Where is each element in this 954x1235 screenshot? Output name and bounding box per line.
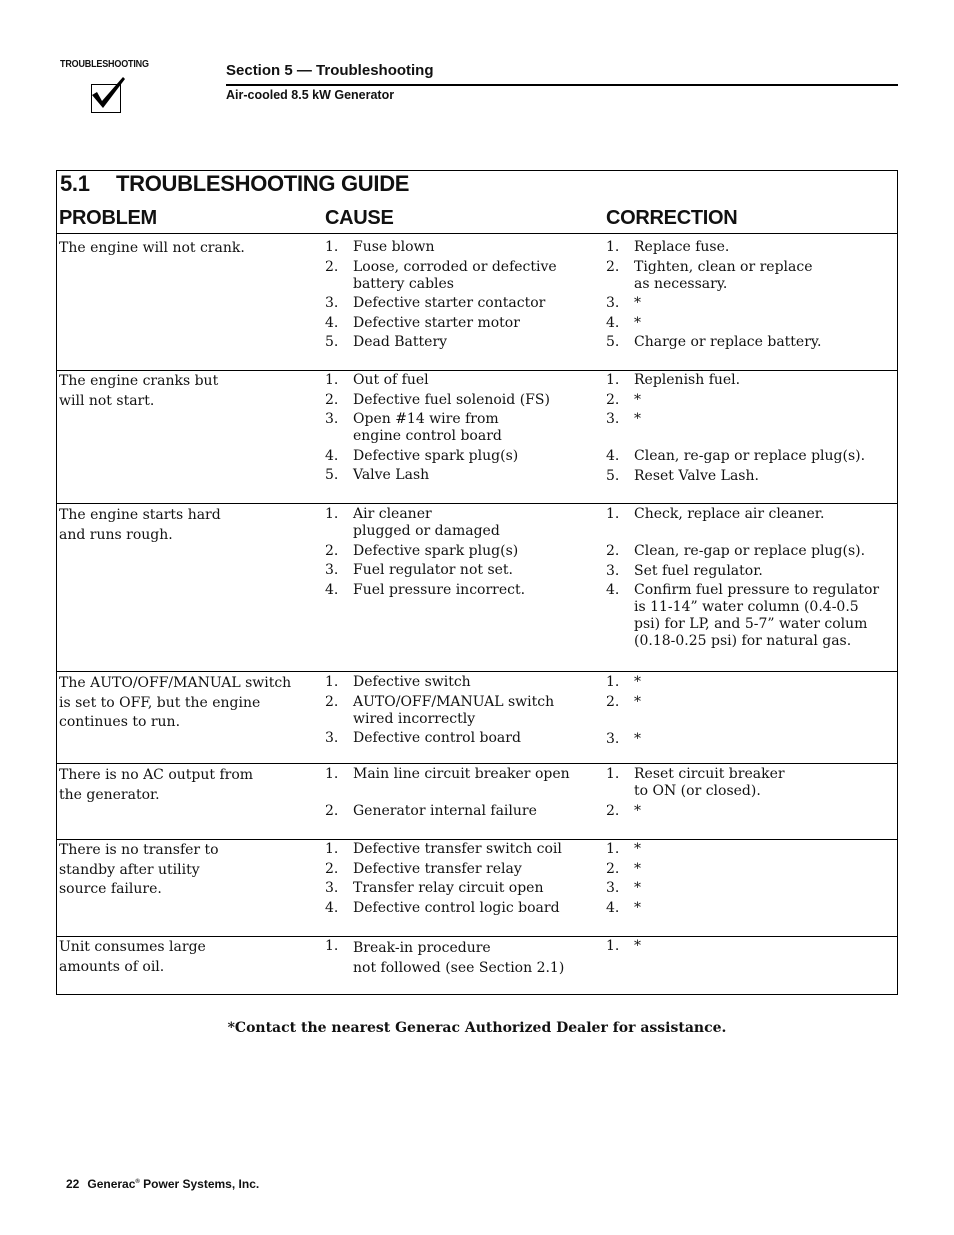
item-text-line: Defective starter contactor — [353, 295, 546, 311]
item-text-line: Charge or replace battery. — [634, 334, 822, 350]
item-number: 3. — [606, 295, 620, 311]
item-text-line: Defective transfer switch coil — [353, 841, 562, 857]
item-number: 4. — [606, 314, 620, 331]
column-header-problem: PROBLEM — [59, 207, 157, 229]
item-text-line: * — [634, 730, 641, 747]
item-text-line: Replace fuse. — [634, 239, 730, 255]
checkbox-checkmark-icon — [91, 84, 121, 113]
item-text — [353, 411, 585, 445]
item-text-line: * — [634, 802, 641, 819]
item-text-line: Fuel pressure incorrect. — [353, 581, 526, 598]
item-number: 1. — [325, 841, 339, 857]
problem-cell — [59, 506, 309, 545]
item-number: 5. — [325, 334, 339, 350]
item-text-line: * — [634, 674, 641, 690]
correction-item — [606, 468, 896, 485]
item-number: 1. — [606, 766, 620, 782]
cause-item — [325, 562, 585, 579]
item-text-line: Check, replace air cleaner. — [634, 506, 825, 522]
problem-text: is set to OFF, but the engine — [59, 694, 261, 711]
correction-list — [606, 372, 896, 487]
item-text — [634, 543, 896, 560]
problem-cell — [59, 841, 309, 900]
item-text-line: Tighten, clean or replace — [634, 258, 813, 275]
item-text — [634, 841, 896, 858]
troubleshooting-guide-table — [56, 170, 898, 995]
item-text — [634, 315, 896, 332]
cause-item — [325, 803, 585, 820]
cause-item — [325, 315, 585, 332]
item-text-line: * — [634, 938, 641, 954]
cause-list — [325, 372, 585, 487]
item-text — [353, 803, 585, 820]
item-number: 4. — [325, 314, 339, 331]
correction-item — [606, 674, 896, 691]
item-text-line: Defective switch — [353, 674, 471, 690]
item-text-line: Defective starter motor — [353, 314, 520, 331]
problem-text: The engine cranks but — [59, 373, 219, 389]
item-text — [353, 730, 585, 747]
item-text — [634, 334, 896, 351]
item-number: 1. — [606, 841, 620, 857]
problem-text: amounts of oil. — [59, 958, 165, 975]
item-text-line: Clean, re-gap or replace plug(s). — [634, 448, 866, 464]
item-text-line: Defective control board — [353, 730, 521, 746]
correction-item — [606, 259, 896, 293]
item-number: 2. — [325, 860, 339, 877]
cause-item — [325, 467, 585, 484]
correction-list — [606, 841, 896, 919]
cause-item — [325, 841, 585, 858]
item-text-line: Air cleaner — [353, 506, 432, 522]
cause-list — [325, 674, 585, 750]
item-text-line: Defective spark plug(s) — [353, 447, 519, 464]
cause-item — [325, 239, 585, 256]
correction-item — [606, 239, 896, 256]
item-number: 4. — [325, 899, 339, 916]
item-text — [353, 582, 585, 599]
correction-item — [606, 938, 896, 955]
item-text-line: * — [634, 391, 641, 408]
item-text-line: Replenish fuel. — [634, 372, 741, 388]
item-text-line: * — [634, 295, 641, 311]
item-text — [353, 506, 585, 540]
item-text — [353, 392, 585, 409]
footnote: *Contact the nearest Generac Authorized Dealer for assistance. — [227, 1020, 727, 1036]
row-divider — [57, 763, 897, 764]
cause-item — [325, 861, 585, 878]
item-number: 4. — [606, 899, 620, 916]
registered-mark: ® — [135, 1179, 140, 1185]
item-text-line: as necessary. — [634, 275, 728, 292]
row-divider — [57, 839, 897, 840]
cause-item — [325, 900, 585, 917]
correction-item — [606, 841, 896, 858]
item-number: 5. — [606, 467, 620, 484]
correction-list — [606, 239, 896, 354]
item-text — [634, 861, 896, 878]
item-number: 2. — [606, 258, 620, 275]
item-number: 2. — [325, 391, 339, 408]
row-divider — [57, 671, 897, 672]
correction-item — [606, 563, 896, 580]
item-text-line: * — [634, 314, 641, 331]
problem-text: will not start. — [59, 392, 155, 409]
item-text-line: Break-in procedure — [353, 940, 491, 956]
item-text — [634, 372, 896, 389]
item-number: 1. — [606, 239, 620, 255]
item-text — [634, 674, 896, 691]
problem-text: and runs rough. — [59, 526, 173, 543]
correction-list — [606, 766, 896, 822]
item-text-line: Confirm fuel pressure to regulator — [634, 582, 880, 598]
row-divider — [57, 936, 897, 937]
item-text-line: * — [634, 860, 641, 877]
row-divider — [57, 370, 897, 371]
item-text — [353, 295, 585, 312]
item-number: 2. — [606, 860, 620, 877]
cause-item — [325, 880, 585, 897]
item-number: 4. — [606, 448, 620, 464]
cause-item — [325, 694, 585, 728]
cause-item — [325, 766, 585, 783]
problem-text: continues to run. — [59, 714, 181, 730]
item-text — [353, 543, 585, 560]
correction-item — [606, 411, 896, 428]
company-suffix: Power Systems, Inc. — [139, 1177, 260, 1191]
item-text-line: Clean, re-gap or replace plug(s). — [634, 543, 866, 559]
item-text-line: Defective control logic board — [353, 899, 560, 916]
item-number: 4. — [606, 582, 620, 598]
problem-cell — [59, 938, 309, 977]
item-text-line: wired incorrectly — [353, 710, 476, 727]
item-text-line: Set fuel regulator. — [634, 562, 763, 579]
problem-text: Unit consumes large — [59, 939, 206, 955]
item-text-line: Transfer relay circuit open — [353, 880, 544, 896]
correction-item — [606, 582, 896, 650]
item-text — [353, 900, 585, 917]
correction-item — [606, 880, 896, 897]
cause-item — [325, 259, 585, 293]
item-text — [634, 468, 896, 485]
correction-item — [606, 448, 896, 465]
item-text-line: to ON (or closed). — [634, 783, 761, 799]
item-number: 3. — [606, 562, 620, 579]
item-number: 3. — [325, 730, 339, 746]
item-text — [634, 694, 896, 711]
tab-label: TROUBLESHOOTING — [60, 59, 149, 70]
item-number: 3. — [606, 411, 620, 427]
item-text — [353, 694, 585, 728]
item-number: 3. — [606, 730, 620, 747]
item-number: 2. — [325, 803, 339, 819]
correction-item — [606, 543, 896, 560]
cause-item — [325, 674, 585, 691]
guide-title-text: TROUBLESHOOTING GUIDE — [116, 171, 410, 196]
problem-text: the generator. — [59, 786, 160, 803]
row-divider — [57, 233, 897, 234]
item-text-line: Defective spark plug(s) — [353, 542, 519, 559]
correction-item — [606, 731, 896, 748]
cause-item — [325, 506, 585, 540]
section-subtitle: Air-cooled 8.5 kW Generator — [226, 88, 395, 102]
item-text — [353, 674, 585, 691]
item-text-line: not followed (see Section 2.1) — [353, 960, 565, 976]
problem-cell — [59, 766, 309, 805]
item-text-line: battery cables — [353, 275, 454, 292]
item-text — [634, 900, 896, 917]
item-text — [353, 880, 585, 897]
item-text — [353, 766, 585, 783]
cause-item — [325, 543, 585, 560]
item-text — [353, 841, 585, 858]
item-text — [634, 392, 896, 409]
item-text — [353, 467, 585, 484]
item-number: 3. — [325, 562, 339, 578]
item-number: 1. — [325, 372, 339, 388]
item-number: 3. — [325, 411, 339, 427]
item-text-line: * — [634, 411, 641, 427]
correction-list — [606, 674, 896, 750]
item-text-line: Defective transfer relay — [353, 860, 522, 877]
problem-text: The engine will not crank. — [59, 240, 245, 256]
cause-item — [325, 334, 585, 351]
item-text — [353, 239, 585, 256]
item-number: 2. — [606, 802, 620, 819]
item-text — [353, 259, 585, 293]
correction-item — [606, 392, 896, 409]
item-text-line: Reset circuit breaker — [634, 766, 785, 782]
item-text — [634, 563, 896, 580]
item-text-line: Out of fuel — [353, 372, 429, 388]
cause-item — [325, 582, 585, 599]
item-text — [634, 448, 896, 465]
correction-item — [606, 506, 896, 523]
item-text-line: * — [634, 693, 641, 710]
item-text — [634, 938, 896, 955]
problem-text: The engine starts hard — [59, 507, 221, 523]
cause-item — [325, 392, 585, 409]
item-number: 1. — [606, 372, 620, 388]
item-text — [353, 372, 585, 389]
item-number: 4. — [325, 447, 339, 464]
problem-cell — [59, 372, 309, 411]
item-text — [634, 582, 896, 650]
checkmark-icon — [90, 75, 130, 115]
item-text — [353, 448, 585, 465]
cause-item — [325, 938, 585, 978]
item-text — [353, 562, 585, 579]
problem-text: There is no transfer to — [59, 842, 219, 858]
item-text — [634, 239, 896, 256]
item-text-line: * — [634, 841, 641, 857]
item-number: 5. — [325, 467, 339, 483]
item-number: 1. — [325, 938, 339, 954]
cause-item — [325, 372, 585, 389]
cause-item — [325, 295, 585, 312]
item-text-line: Defective fuel solenoid (FS) — [353, 391, 550, 408]
guide-title — [60, 171, 409, 197]
guide-number: 5.1 — [60, 171, 90, 196]
correction-list — [606, 506, 896, 653]
correction-list — [606, 938, 896, 958]
item-text-line: engine control board — [353, 428, 502, 444]
item-number: 3. — [325, 295, 339, 311]
item-text-line: Generator internal failure — [353, 803, 537, 819]
column-header-cause: CAUSE — [325, 207, 394, 229]
cause-list — [325, 938, 585, 981]
cause-list — [325, 766, 585, 823]
item-text-line: plugged or damaged — [353, 523, 500, 539]
item-text — [634, 766, 896, 800]
item-number: 5. — [606, 334, 620, 350]
item-number: 1. — [325, 766, 339, 782]
item-number: 3. — [325, 880, 339, 896]
item-text-line: * — [634, 899, 641, 916]
item-number: 2. — [606, 693, 620, 710]
item-number: 2. — [325, 258, 339, 275]
item-text — [634, 259, 896, 293]
item-text-line: psi) for LP, and 5-7” water colum — [634, 616, 868, 632]
item-number: 3. — [606, 880, 620, 896]
item-text — [353, 938, 585, 978]
item-text-line: AUTO/OFF/MANUAL switch — [353, 693, 555, 710]
correction-item — [606, 803, 896, 820]
item-number: 2. — [606, 391, 620, 408]
item-text-line: Valve Lash — [353, 467, 430, 483]
item-text — [353, 861, 585, 878]
item-number: 1. — [325, 674, 339, 690]
item-number: 2. — [325, 693, 339, 710]
page-footer — [66, 1177, 259, 1191]
problem-cell — [59, 239, 309, 259]
item-number: 1. — [606, 938, 620, 954]
item-text — [353, 315, 585, 332]
page-number: 22 — [66, 1177, 80, 1191]
item-text — [634, 731, 896, 748]
cause-item — [325, 448, 585, 465]
item-number: 2. — [606, 543, 620, 559]
item-text — [634, 506, 896, 523]
cause-list — [325, 239, 585, 354]
correction-item — [606, 766, 896, 800]
item-number: 1. — [606, 674, 620, 690]
correction-item — [606, 372, 896, 389]
item-text-line: Reset Valve Lash. — [634, 467, 759, 484]
cause-item — [325, 730, 585, 747]
header-rule — [226, 84, 898, 86]
problem-cell — [59, 674, 309, 733]
item-text-line: is 11-14” water column (0.4-0.5 — [634, 599, 859, 615]
item-text — [634, 880, 896, 897]
item-number: 4. — [325, 581, 339, 598]
correction-item — [606, 900, 896, 917]
company-name: Generac — [87, 1177, 136, 1191]
item-text-line: Main line circuit breaker open — [353, 766, 570, 782]
item-text-line: Loose, corroded or defective — [353, 258, 557, 275]
item-number: 2. — [325, 542, 339, 559]
correction-item — [606, 694, 896, 711]
item-text — [634, 803, 896, 820]
cause-item — [325, 411, 585, 445]
item-text-line: Fuse blown — [353, 239, 435, 255]
problem-text: The AUTO/OFF/MANUAL switch — [59, 675, 292, 691]
correction-item — [606, 861, 896, 878]
problem-text: standby after utility — [59, 861, 200, 878]
item-text-line: Open #14 wire from — [353, 411, 499, 427]
row-divider — [57, 503, 897, 504]
item-number: 1. — [606, 506, 620, 522]
item-text — [634, 295, 896, 312]
item-text-line: Fuel regulator not set. — [353, 562, 513, 578]
problem-text: source failure. — [59, 881, 162, 897]
correction-item — [606, 315, 896, 332]
correction-item — [606, 334, 896, 351]
cause-list — [325, 506, 585, 601]
cause-list — [325, 841, 585, 919]
correction-item — [606, 295, 896, 312]
item-text-line: (0.18-0.25 psi) for natural gas. — [634, 633, 852, 649]
item-number: 1. — [325, 239, 339, 255]
column-header-correction: CORRECTION — [606, 207, 738, 229]
item-text-line: * — [634, 880, 641, 896]
item-text-line: Dead Battery — [353, 334, 448, 350]
item-number: 1. — [325, 506, 339, 522]
section-title: Section 5 — Troubleshooting — [226, 62, 434, 79]
problem-text: There is no AC output from — [59, 767, 254, 783]
item-text — [353, 334, 585, 351]
item-text — [634, 411, 896, 428]
